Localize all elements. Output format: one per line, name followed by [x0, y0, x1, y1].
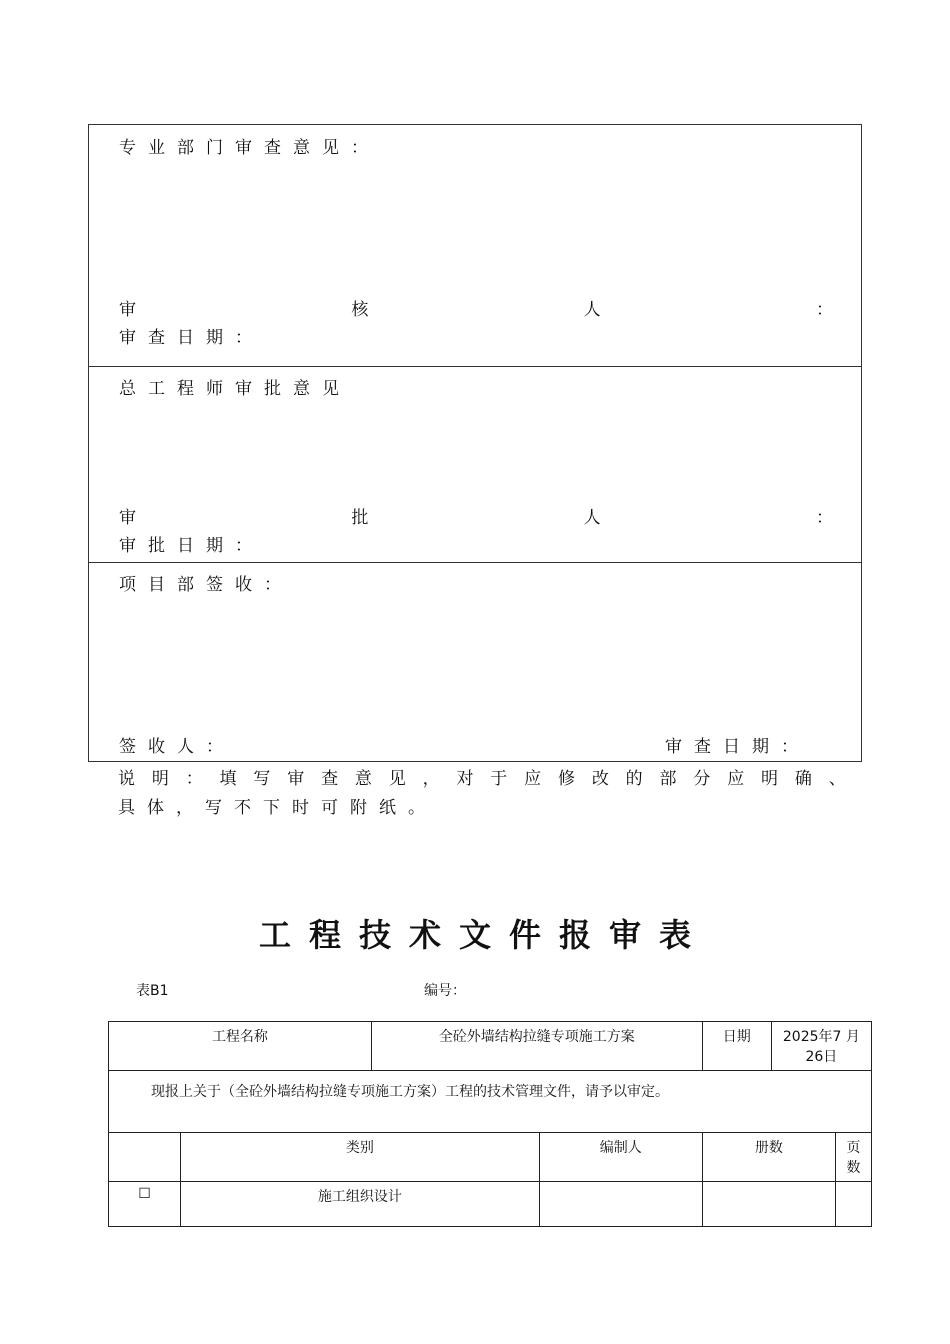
reviewer-char: 审	[119, 300, 136, 320]
row-author	[539, 1182, 702, 1227]
note-char: 确	[794, 769, 812, 789]
note-char: 写	[253, 769, 271, 789]
note-char: 意	[354, 769, 372, 789]
note-char: 应	[524, 769, 542, 789]
review-date-label: 审查日期：	[119, 328, 264, 348]
chief-opinion-label: 总工程师审批意见	[119, 379, 351, 399]
approver-char: 批	[351, 508, 369, 528]
note-char: 对	[456, 769, 474, 789]
note-char: 改	[591, 769, 609, 789]
project-name-label: 工程名称	[109, 1022, 372, 1071]
date-value: 2025年7 月26日	[771, 1022, 871, 1071]
project-name-value: 全砼外墙结构拉缝专项施工方案	[371, 1022, 702, 1071]
submit-text: 现报上关于（全砼外墙结构拉缝专项施工方案）工程的技术管理文件，请予以审定。	[109, 1071, 872, 1133]
submission-table	[108, 1021, 872, 1227]
project-sign-label: 项目部签收：	[119, 575, 293, 595]
note-char: 见	[388, 769, 406, 789]
reviewer-row	[119, 295, 833, 320]
row-volumes	[702, 1182, 835, 1227]
note-char: 明	[151, 769, 169, 789]
checkbox[interactable]: ☐	[109, 1182, 181, 1227]
note-char: 填	[219, 769, 237, 789]
review-section	[88, 124, 862, 762]
number-label: 编号：	[424, 983, 466, 999]
reviewer-char: ：	[815, 300, 833, 320]
note-char: ，	[422, 769, 440, 789]
col-pages: 页数	[836, 1133, 872, 1182]
divider	[89, 562, 861, 563]
col-volumes: 册数	[702, 1133, 835, 1182]
check-date-label: 审查日期：	[665, 737, 810, 757]
note-char: 说	[118, 769, 135, 789]
note-line-1	[118, 764, 846, 789]
note-char: 应	[727, 769, 745, 789]
reviewer-char: 人	[583, 300, 601, 320]
note-char: 的	[625, 769, 643, 789]
table-row	[109, 1182, 872, 1227]
note-char: 明	[761, 769, 779, 789]
approver-char: ：	[815, 508, 833, 528]
note-char: 部	[659, 769, 677, 789]
dept-opinion-label: 专业部门审查意见：	[119, 138, 380, 158]
page-title: 工程技术文件报审表	[258, 916, 709, 954]
approver-row	[119, 503, 833, 528]
note-char: 查	[321, 769, 339, 789]
approve-date-label: 审批日期：	[119, 536, 264, 556]
approver-char: 审	[119, 508, 136, 528]
note-char: 于	[490, 769, 508, 789]
approver-char: 人	[583, 508, 601, 528]
divider	[89, 366, 861, 367]
date-label: 日期	[702, 1022, 771, 1071]
blank-header	[109, 1133, 181, 1182]
table-row	[109, 1022, 872, 1071]
row-category: 施工组织设计	[181, 1182, 540, 1227]
note-char: 审	[287, 769, 305, 789]
table-row	[109, 1133, 872, 1182]
note-char: ：	[185, 769, 203, 789]
receiver-label: 签收人：	[119, 737, 235, 757]
table-code: 表B1	[136, 983, 169, 999]
row-pages	[836, 1182, 872, 1227]
note-char: 、	[828, 769, 846, 789]
col-category: 类别	[181, 1133, 540, 1182]
col-author: 编制人	[539, 1133, 702, 1182]
reviewer-char: 核	[351, 300, 369, 320]
note-char: 分	[693, 769, 711, 789]
note-line-2: 具体，写不下时可附纸。	[118, 798, 437, 818]
note-char: 修	[557, 769, 575, 789]
table-row	[109, 1071, 872, 1133]
